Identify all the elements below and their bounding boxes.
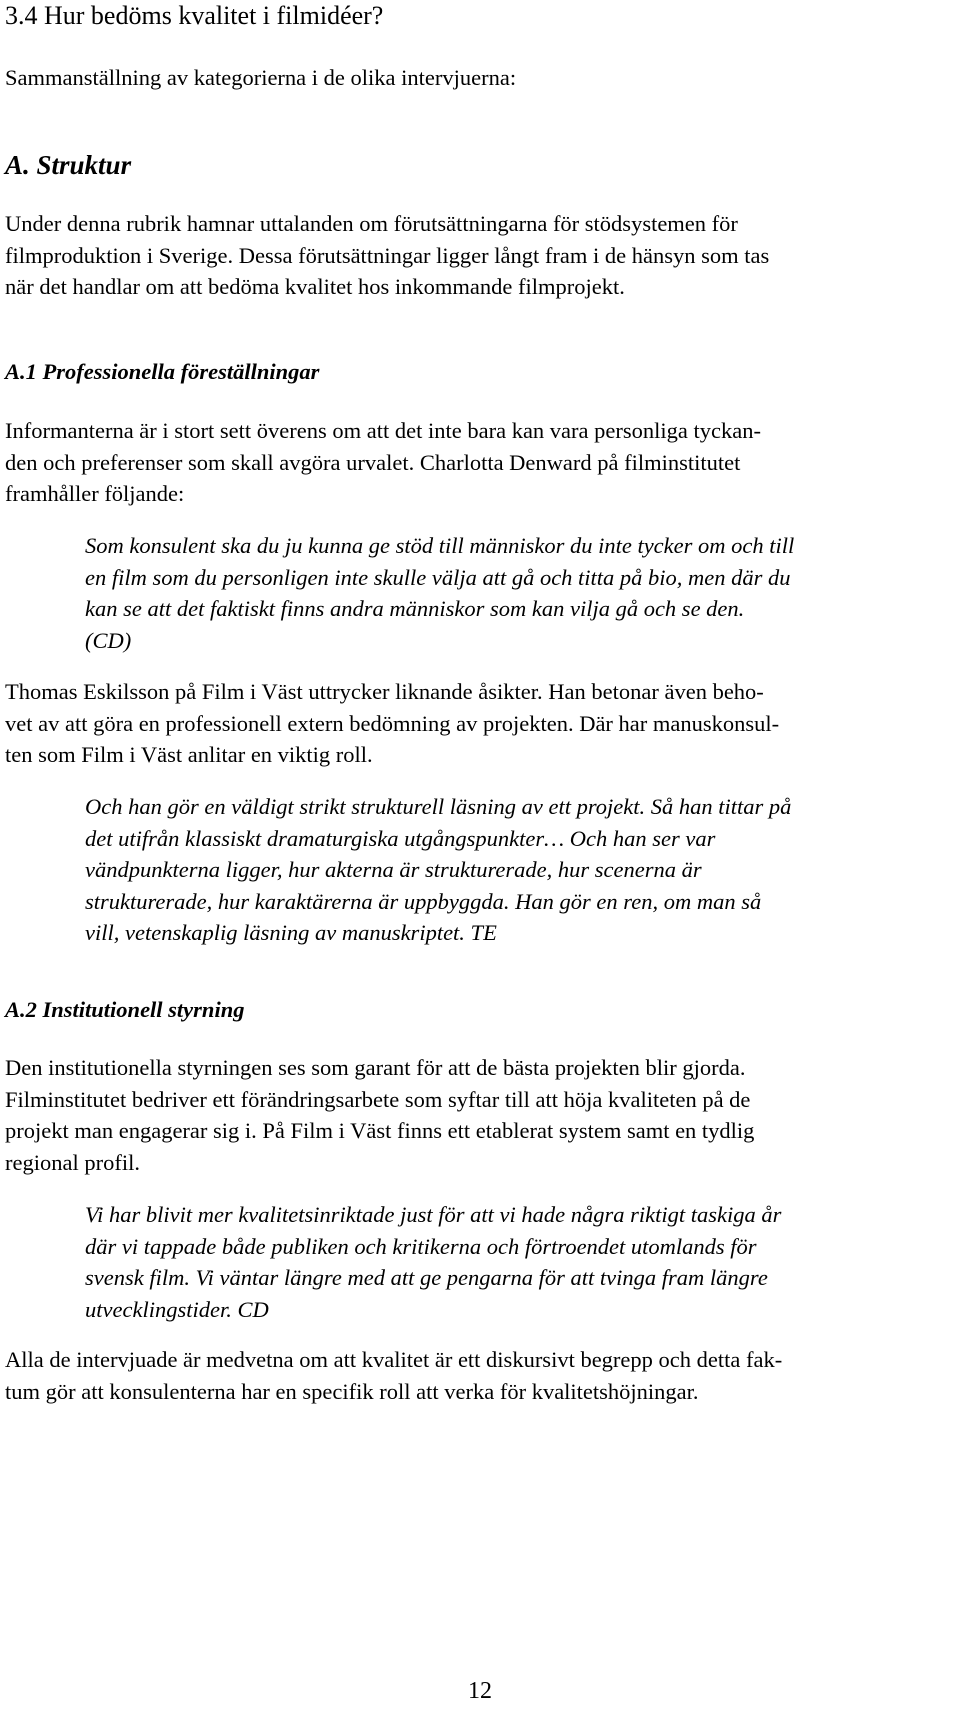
- quote-line: kan se att det faktiskt finns andra människor som kan vilja gå och se den.: [85, 596, 745, 621]
- text-line: Alla de intervjuade är medvetna om att kvalitet är ett diskursivt begrepp och detta fak-: [5, 1347, 783, 1372]
- quote-line: strukturerade, hur karaktärerna är uppbyggda. Han gör en ren, om man så: [85, 888, 762, 914]
- text-line: Thomas Eskilsson på Film i Väst uttrycker liknande åsikter. Han betonar även beho-: [5, 679, 764, 704]
- text-line: tum gör att konsulenterna har en specifik roll att verka för kvalitetshöjningar.: [5, 1378, 699, 1404]
- quote-line: vill, vetenskaplig läsning av manuskriptet. TE: [85, 920, 497, 945]
- heading-a2-institutionell: A.2 Institutionell styrning: [5, 997, 245, 1022]
- text-line: Informanterna är i stort sett överens om att det inte bara kan vara personliga tyckan-: [5, 418, 761, 443]
- quote-cd-konsulent: [85, 530, 945, 656]
- text-line: vet av att göra en professionell extern bedömning av projekten. Där har manuskonsul-: [5, 710, 780, 736]
- paragraph-informanterna: [5, 415, 955, 510]
- quote-line: det utifrån klassiskt dramaturgiska utgångspunkter… Och han ser var: [85, 825, 716, 851]
- quote-te-strukturell: [85, 791, 945, 949]
- text-line: regional profil.: [5, 1149, 140, 1175]
- quote-line: en film som du personligen inte skulle välja att gå och titta på bio, men där du: [85, 564, 791, 590]
- quote-line: där vi tappade både publiken och kritikerna och förtroendet utomlands för: [85, 1233, 757, 1259]
- quote-line: Och han gör en väldigt strikt strukturell läsning av ett projekt. Så han tittar på: [85, 794, 792, 819]
- paragraph-institutionella: [5, 1052, 955, 1178]
- section-title: 3.4 Hur bedöms kvalitet i filmidéer?: [5, 1, 384, 30]
- heading-a-struktur: A. Struktur: [5, 150, 132, 180]
- page-number: 12: [468, 1678, 492, 1704]
- paragraph-eskilsson: [5, 676, 955, 771]
- text-line: framhåller följande:: [5, 481, 185, 506]
- paragraph-alla-intervjuade: [5, 1344, 955, 1407]
- text-line: Den institutionella styrningen ses som garant för att de bästa projekten blir gjorda.: [5, 1055, 746, 1080]
- text-line: den och preferenser som skall avgöra urvalet. Charlotta Denward på filminstitutet: [5, 449, 741, 475]
- quote-line: vändpunkterna ligger, hur akterna är strukturerade, hur scenerna är: [85, 857, 702, 882]
- text-line: ten som Film i Väst anlitar en viktig roll.: [5, 742, 373, 767]
- heading-a1-professionella: A.1 Professionella föreställningar: [5, 359, 320, 384]
- quote-line: Vi har blivit mer kvalitetsinriktade just för att vi hade några riktigt taskiga år: [85, 1202, 782, 1227]
- text-line: filmproduktion i Sverige. Dessa förutsättningar ligger långt fram i de hänsyn som tas: [5, 242, 770, 268]
- quote-line: svensk film. Vi väntar längre med att ge pengarna för att tvinga fram längre: [85, 1265, 768, 1290]
- text-line: projekt man engagerar sig i. På Film i Väst finns ett etablerat system samt en tydlig: [5, 1118, 755, 1143]
- quote-line: (CD): [85, 627, 132, 653]
- text-line: när det handlar om att bedöma kvalitet hos inkommande filmprojekt.: [5, 274, 625, 299]
- section-intro: Sammanställning av kategorierna i de olika intervjuerna:: [5, 65, 517, 90]
- text-line: Filminstitutet bedriver ett förändringsarbete som syftar till att höja kvaliteten på de: [5, 1086, 751, 1112]
- paragraph-struktur: [5, 208, 955, 303]
- quote-cd-kvalitetsinriktade: [85, 1199, 945, 1325]
- text-line: Under denna rubrik hamnar uttalanden om förutsättningarna för stödsystemen för: [5, 211, 738, 236]
- quote-line: Som konsulent ska du ju kunna ge stöd till människor du inte tycker om och till: [85, 533, 795, 558]
- quote-line: utvecklingstider. CD: [85, 1296, 269, 1322]
